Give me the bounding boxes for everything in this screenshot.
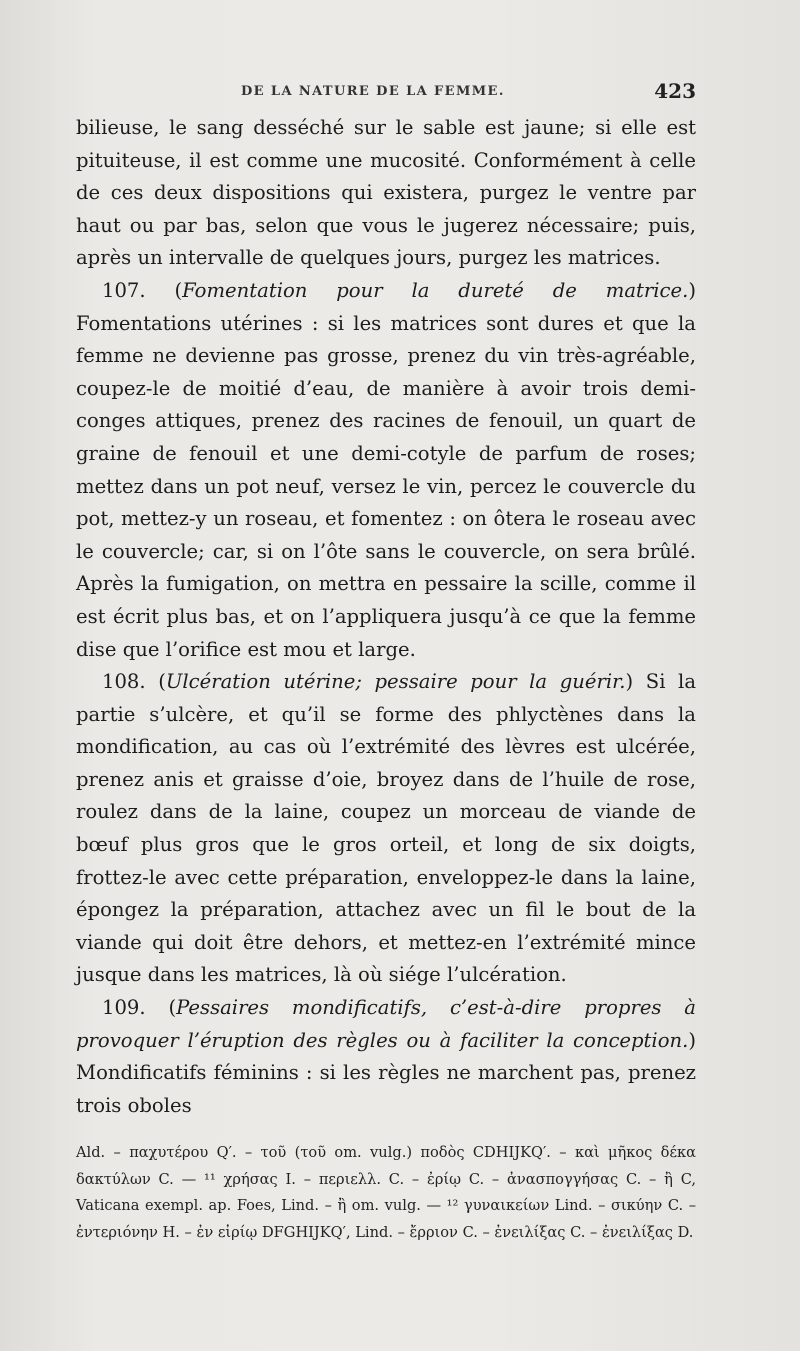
- section-title: Pessaires mondificatifs, c’est-à-dire propres à provoquer l’éruption des règles ou à faciliter la conception.: [76, 996, 696, 1052]
- paragraph-number: 109. (: [102, 996, 177, 1020]
- section-title: Fomentation pour la dureté de matrice.: [182, 278, 689, 302]
- footnote-variants: Ald. – παχυτέρου Q′. – τοῦ (τοῦ om. vulg.) ποδὸς CDHIJKQ′. – καὶ μῆκος δέκα δακτύλων C. — ¹¹ χρήσας I. – περιελλ. C. – ἐρίῳ C. – ἀνασπογγήσας C. – ἢ C, Vaticana exempl. ap. Foes, Lind. – ἢ om. vulg. — ¹² γυναικείων Lind. – σικύην C. – ἐντεριόνην H. – ἐν εἰρίῳ DFGHIJKQ′, Lind. – ἔρριον C. – ἐνειλίξας C. – ἐνειλίξας D.: [76, 1144, 696, 1241]
- running-title: DE LA NATURE DE LA FEMME.: [241, 84, 505, 99]
- paragraph-108: [76, 666, 696, 992]
- paragraph-body: ) Mondificatifs féminins : si les règles ne marchent pas, prenez trois oboles: [76, 1028, 696, 1117]
- section-title: Ulcération utérine; pessaire pour la guérir.: [165, 670, 626, 694]
- main-text: [76, 112, 696, 1122]
- paragraph-number: 107. (: [102, 278, 183, 302]
- paragraph-number: 108. (: [102, 670, 166, 694]
- page-header: [76, 79, 696, 106]
- paragraph-109: [76, 992, 696, 1122]
- paragraph-body: ) Fomentations utérines : si les matrices sont dures et que la femme ne devienne pas grosse, prenez du vin très-agréable, coupez-le de moitié d’eau, de manière à avoir trois demi-conges attiques, prenez des racines de fenouil, un quart de graine de fenouil et une demi-cotyle de parfum de roses; mettez dans un pot neuf, versez le vin, percez le couvercle du pot, mettez-y un roseau, et fomentez : on ôtera le roseau avec le couvercle; car, si on l’ôte sans le couvercle, on sera brûlé. Après la fumigation, on mettra en pessaire la scille, comme il est écrit plus bas, et on l’appliquera jusqu’à ce que la femme dise que l’orifice est mou et large.: [76, 278, 697, 661]
- paragraph-body: ) Si la partie s’ulcère, et qu’il se forme des phlyctènes dans la mondification, au cas où l’extrémité des lèvres est ulcérée, prenez anis et graisse d’oie, broyez dans de l’huile de rose, roulez dans de la laine, coupez un morceau de viande de bœuf plus gros que le gros orteil, et long de six doigts, frottez-le avec cette préparation, enveloppez-le dans la laine, épongez la préparation, attachez avec un fil le bout de la viande qui doit être dehors, et mettez-en l’extrémité mince jusque dans les matrices, là où siége l’ulcération.: [76, 670, 696, 987]
- paragraph-continuation: bilieuse, le sang desséché sur le sable est jaune; si elle est pituiteuse, il est comme une mucosité. Conformément à celle de ces deux dispositions qui existera, purgez le ventre par haut ou par bas, selon que vous le jugerez nécessaire; puis, après un intervalle de quelques jours, purgez les matrices.: [76, 116, 696, 270]
- footnotes: [76, 1140, 696, 1246]
- paragraph-107: [76, 275, 696, 666]
- page-number: 423: [654, 79, 696, 103]
